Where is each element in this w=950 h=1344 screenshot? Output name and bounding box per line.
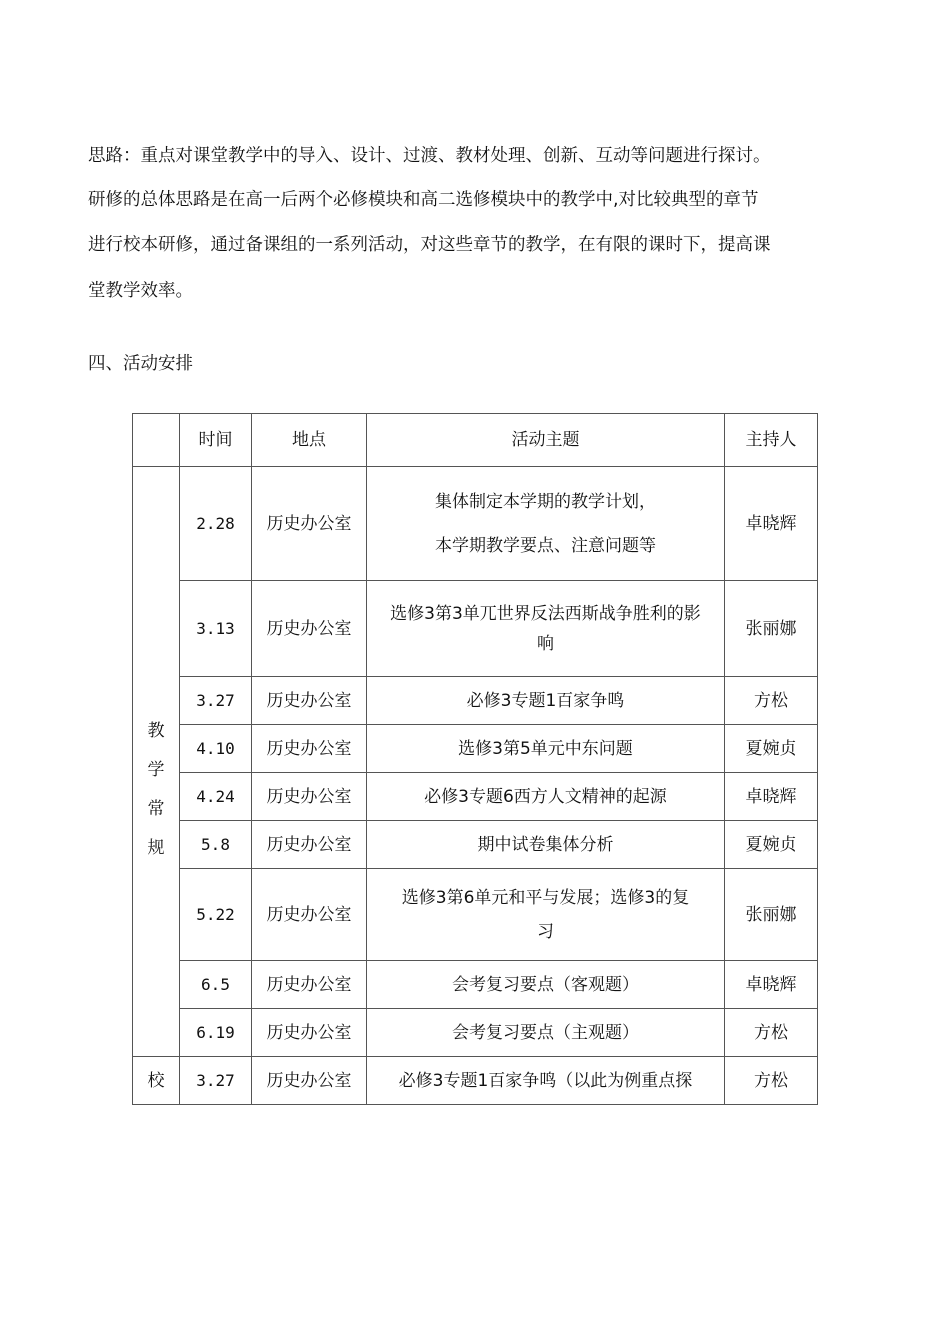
cell-place: 历史办公室 [252,961,367,1009]
cell-topic: 必修3专题1百家争鸣 [367,677,725,725]
topic-line: 选修3第3单兀世界反法西斯战争胜利的影 [390,603,701,624]
table-row [133,725,818,773]
cell-time: 2.28 [180,467,252,581]
cell-time: 3.27 [180,677,252,725]
cell-host: 方松 [725,677,818,725]
category-cell-school: 校 [133,1057,180,1105]
header-cell-empty [133,414,180,467]
header-cell-place: 地点 [252,414,367,467]
cell-place: 历史办公室 [252,869,367,961]
header-cell-host: 主持人 [725,414,818,467]
table-row [133,1009,818,1057]
cell-topic [367,581,725,677]
cell-time: 6.19 [180,1009,252,1057]
paragraph-line: 思路：重点对课堂教学中的导入、设计、过渡、教材处理、创新、互动等问题进行探讨。 [88,146,771,166]
cell-host: 方松 [725,1009,818,1057]
activity-schedule-table [132,413,818,1105]
table-row [133,581,818,677]
paragraph-line: 进行校本研修，通过备课组的一系列活动，对这些章节的教学，在有限的课时下，提高课 [88,235,771,255]
category-char: 常 [147,798,165,819]
category-char: 学 [147,759,165,780]
table-row [133,1057,818,1105]
topic-line: 本学期教学要点、注意问题等 [435,535,656,556]
cell-topic: 必修3专题6西方人文精神的起源 [367,773,725,821]
cell-time: 4.10 [180,725,252,773]
topic-line: 响 [537,633,554,654]
header-cell-time: 时间 [180,414,252,467]
cell-host: 张丽娜 [725,581,818,677]
cell-time: 6.5 [180,961,252,1009]
cell-topic: 必修3专题1百家争鸣（以此为例重点探 [367,1057,725,1105]
table-row [133,467,818,581]
cell-topic: 会考复习要点（主观题） [367,1009,725,1057]
cell-place: 历史办公室 [252,773,367,821]
cell-place: 历史办公室 [252,677,367,725]
cell-place: 历史办公室 [252,821,367,869]
paragraph-line: 堂教学效率。 [88,281,193,301]
cell-host: 卓晓辉 [725,773,818,821]
section-heading: 四、活动安排 [88,354,193,374]
cell-time: 5.8 [180,821,252,869]
cell-place: 历史办公室 [252,1057,367,1105]
cell-host: 卓晓辉 [725,467,818,581]
cell-place: 历史办公室 [252,581,367,677]
table-row [133,677,818,725]
paragraph-line: 研修的总体思路是在高一后两个必修模块和高二选修模块中的教学中,对比较典型的章节 [88,190,759,210]
table-row [133,869,818,961]
cell-topic [367,467,725,581]
category-cell-teaching-routine [133,467,180,1057]
topic-line: 集体制定本学期的教学计划， [435,491,656,512]
cell-time: 3.13 [180,581,252,677]
cell-host: 夏婉贞 [725,725,818,773]
category-char: 教 [147,720,165,741]
cell-topic: 选修3第5单元中东问题 [367,725,725,773]
cell-host: 夏婉贞 [725,821,818,869]
cell-time: 4.24 [180,773,252,821]
header-cell-topic: 活动主题 [367,414,725,467]
table-row [133,773,818,821]
cell-topic: 期中试卷集体分析 [367,821,725,869]
cell-place: 历史办公室 [252,1009,367,1057]
cell-host: 方松 [725,1057,818,1105]
topic-line: 习 [537,921,554,942]
table-row [133,821,818,869]
cell-place: 历史办公室 [252,467,367,581]
table-header-row [133,414,818,467]
cell-place: 历史办公室 [252,725,367,773]
cell-time: 5.22 [180,869,252,961]
cell-topic: 会考复习要点（客观题） [367,961,725,1009]
category-char: 规 [147,837,165,858]
cell-time: 3.27 [180,1057,252,1105]
cell-host: 卓晓辉 [725,961,818,1009]
topic-line: 选修3第6单元和平与发展；选修3的复 [401,887,690,908]
cell-host: 张丽娜 [725,869,818,961]
table-row [133,961,818,1009]
cell-topic [367,869,725,961]
